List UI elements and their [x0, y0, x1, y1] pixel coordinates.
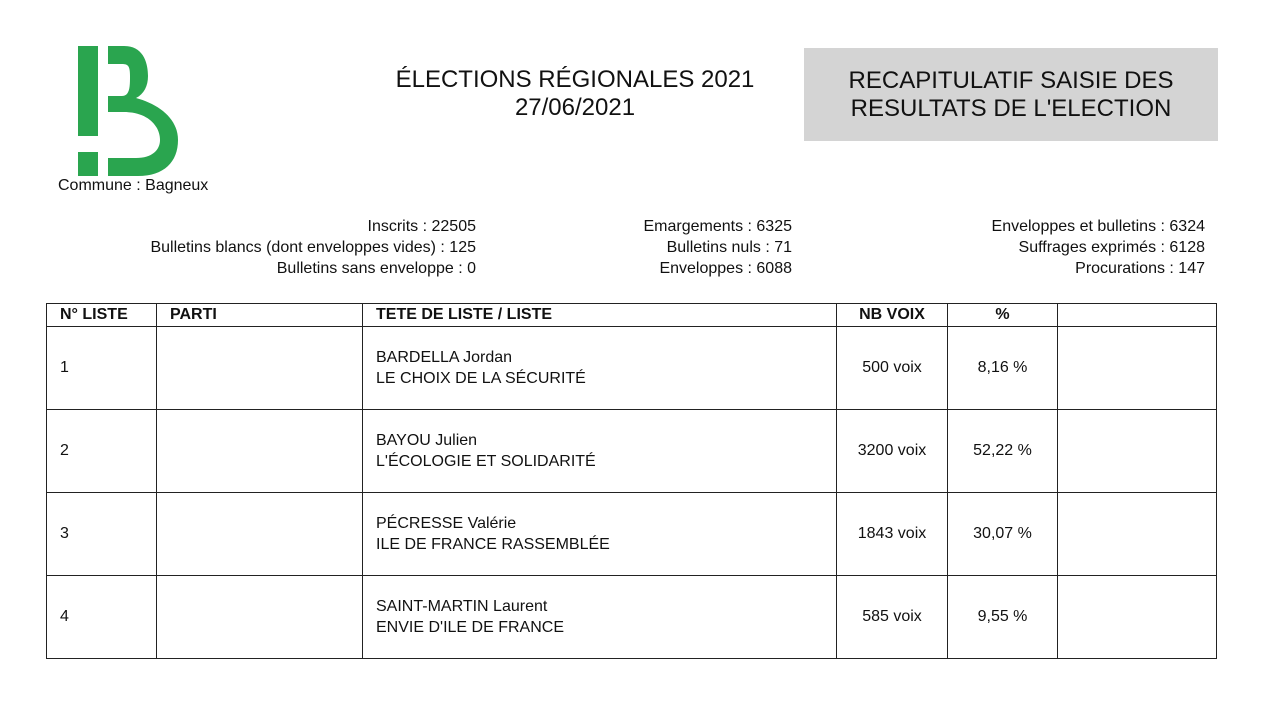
row-voix: 500 voix: [837, 327, 948, 410]
row-num: 4: [47, 576, 157, 659]
stat-inscrits: Inscrits : 22505: [367, 218, 476, 235]
row-liste: ENVIE D'ILE DE FRANCE: [376, 619, 564, 636]
stats-column-1: [150, 216, 476, 279]
election-title: [360, 66, 790, 122]
row-pct: 52,22 %: [948, 410, 1058, 493]
stat-bulletins-nuls: Bulletins nuls : 71: [666, 239, 792, 256]
row-liste: LE CHOIX DE LA SÉCURITÉ: [376, 370, 586, 387]
recap-line-2: RESULTATS DE L'ELECTION: [850, 95, 1172, 122]
recap-line-1: RECAPITULATIF SAISIE DES: [848, 67, 1174, 94]
stat-enveloppes: Enveloppes : 6088: [659, 260, 792, 277]
header-empty: [1058, 304, 1217, 327]
row-empty: [1058, 410, 1217, 493]
row-empty: [1058, 327, 1217, 410]
row-tete: SAINT-MARTIN Laurent: [376, 598, 548, 615]
row-parti: [157, 493, 363, 576]
row-parti: [157, 410, 363, 493]
row-tete-liste: [363, 410, 837, 493]
header-nb-voix: NB VOIX: [837, 304, 948, 327]
row-voix: 585 voix: [837, 576, 948, 659]
commune-label: Commune : Bagneux: [58, 177, 209, 194]
row-voix: 1843 voix: [837, 493, 948, 576]
header-tete-liste: TETE DE LISTE / LISTE: [363, 304, 837, 327]
row-tete-liste: [363, 493, 837, 576]
row-parti: [157, 576, 363, 659]
row-pct: 8,16 %: [948, 327, 1058, 410]
title-date: 27/06/2021: [514, 94, 636, 121]
row-voix: 3200 voix: [837, 410, 948, 493]
stat-suffrages-exprimes: Suffrages exprimés : 6128: [1018, 239, 1205, 256]
row-tete: BARDELLA Jordan: [376, 349, 513, 366]
stats-column-3: [992, 216, 1205, 279]
recap-box: [804, 48, 1218, 141]
row-num: 1: [47, 327, 157, 410]
row-tete: PÉCRESSE Valérie: [376, 515, 517, 532]
stats-column-2: [643, 216, 792, 279]
header-parti: PARTI: [157, 304, 363, 327]
row-liste: ILE DE FRANCE RASSEMBLÉE: [376, 536, 610, 553]
stat-enveloppes-bulletins: Enveloppes et bulletins : 6324: [991, 218, 1205, 235]
stat-procurations: Procurations : 147: [1075, 260, 1205, 277]
row-empty: [1058, 493, 1217, 576]
row-tete-liste: [363, 576, 837, 659]
table-header-row: [47, 304, 1217, 327]
header-percent: %: [948, 304, 1058, 327]
header-num-liste: N° LISTE: [47, 304, 157, 327]
row-parti: [157, 327, 363, 410]
table-row: [47, 576, 1217, 659]
row-num: 3: [47, 493, 157, 576]
row-liste: L'ÉCOLOGIE ET SOLIDARITÉ: [376, 453, 596, 470]
stat-sans-enveloppe: Bulletins sans enveloppe : 0: [276, 260, 476, 277]
table-row: [47, 327, 1217, 410]
row-empty: [1058, 576, 1217, 659]
stat-bulletins-blancs: Bulletins blancs (dont enveloppes vides) : 125: [150, 239, 476, 256]
results-table: [46, 303, 1217, 659]
row-tete-liste: [363, 327, 837, 410]
row-tete: BAYOU Julien: [376, 432, 478, 449]
row-num: 2: [47, 410, 157, 493]
row-pct: 30,07 %: [948, 493, 1058, 576]
bagneux-logo: [78, 46, 178, 176]
stat-emargements: Emargements : 6325: [643, 218, 792, 235]
table-row: [47, 493, 1217, 576]
table-row: [47, 410, 1217, 493]
row-pct: 9,55 %: [948, 576, 1058, 659]
title-line-1: ÉLECTIONS RÉGIONALES 2021: [395, 66, 755, 93]
